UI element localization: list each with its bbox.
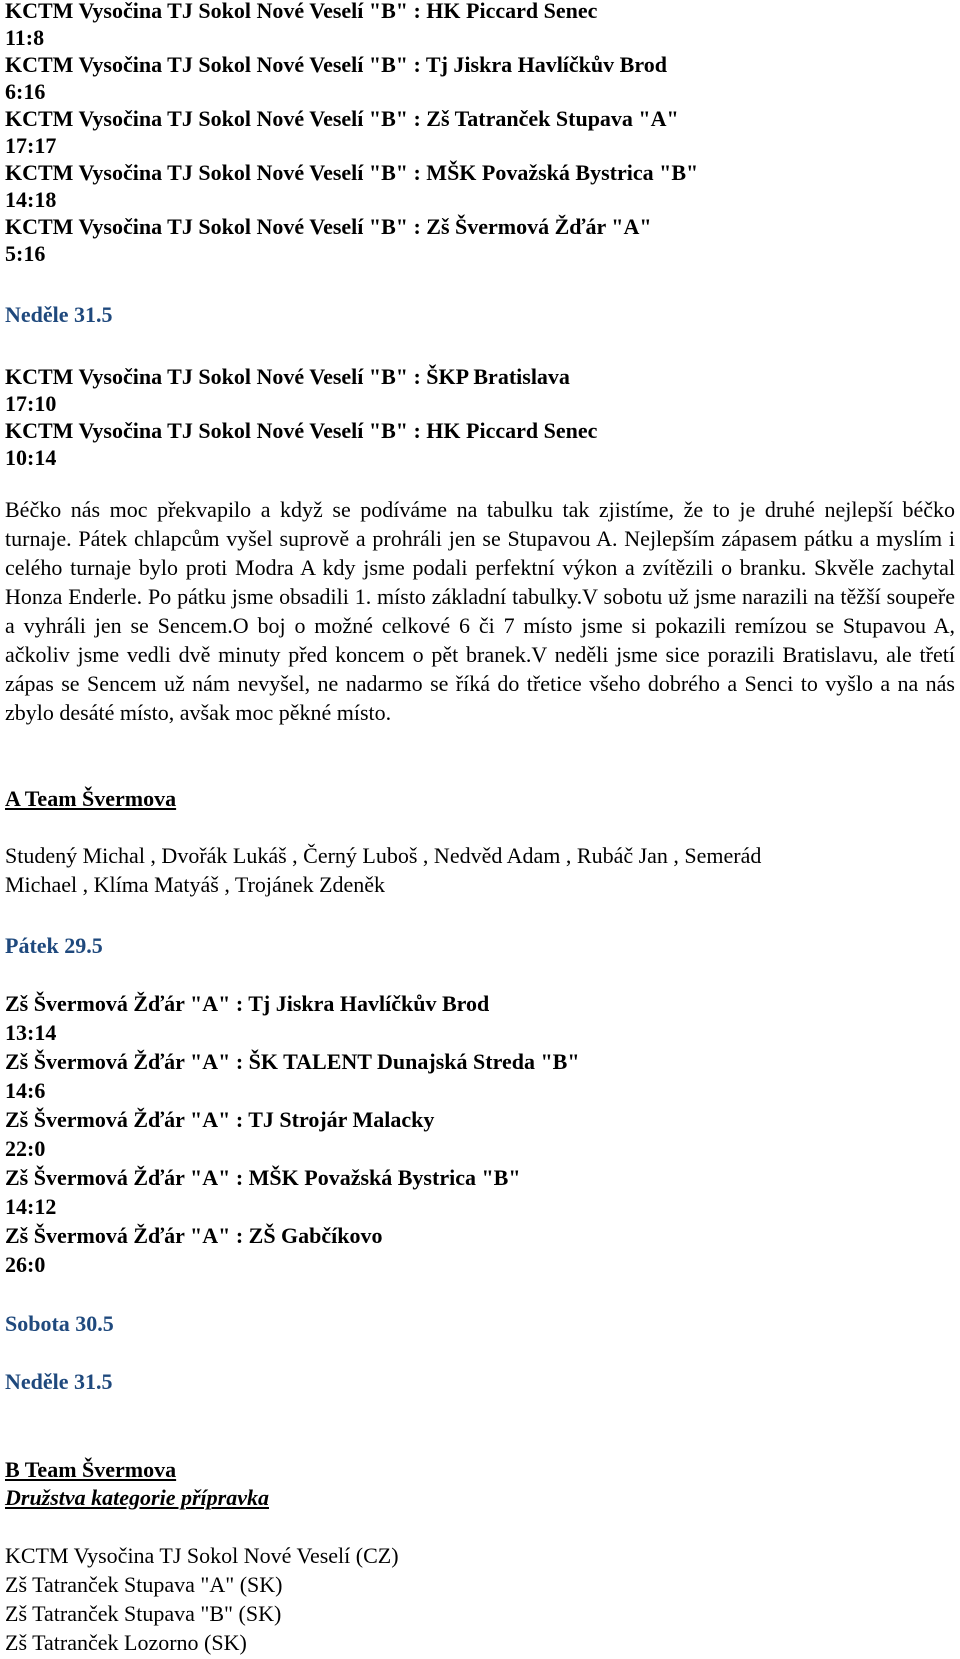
match-line: KCTM Vysočina TJ Sokol Nové Veselí "B" : MŠK Považská Bystrica "B"	[5, 160, 699, 185]
team-heading: A Team Švermova	[5, 786, 177, 811]
score-line: 22:0	[5, 1136, 46, 1161]
team-list-item: Zš Tatranček Lozorno (SK)	[5, 1630, 247, 1655]
score-line: 14:6	[5, 1078, 46, 1103]
team-list-item: KCTM Vysočina TJ Sokol Nové Veselí (CZ)	[5, 1543, 399, 1568]
team-list-item: Zš Tatranček Stupava "A" (SK)	[5, 1572, 283, 1597]
score-line: 10:14	[5, 445, 57, 470]
match-line: Zš Švermová Žďár "A" : ZŠ Gabčíkovo	[5, 1223, 383, 1248]
match-line: Zš Švermová Žďár "A" : Tj Jiskra Havlíčkův Brod	[5, 991, 490, 1016]
day-heading: Pátek 29.5	[5, 933, 103, 958]
score-line: 17:17	[5, 133, 57, 158]
score-line: 6:16	[5, 79, 46, 104]
team-list-item: Zš Tatranček Stupava "B" (SK)	[5, 1601, 282, 1626]
day-heading: Neděle 31.5	[5, 1369, 113, 1394]
score-line: 14:12	[5, 1194, 57, 1219]
roster-line: Studený Michal , Dvořák Lukáš , Černý Luboš , Nedvěd Adam , Rubáč Jan , Semerád	[5, 843, 762, 868]
match-line: Zš Švermová Žďár "A" : ŠK TALENT Dunajská Streda "B"	[5, 1049, 580, 1074]
match-line: Zš Švermová Žďár "A" : MŠK Považská Bystrica "B"	[5, 1165, 521, 1190]
match-line: KCTM Vysočina TJ Sokol Nové Veselí "B" : ŠKP Bratislava	[5, 364, 570, 389]
score-line: 5:16	[5, 241, 46, 266]
match-line: KCTM Vysočina TJ Sokol Nové Veselí "B" : Zš Tatranček Stupava "A"	[5, 106, 679, 131]
score-line: 26:0	[5, 1252, 46, 1277]
match-line: KCTM Vysočina TJ Sokol Nové Veselí "B" : HK Piccard Senec	[5, 418, 598, 443]
match-line: Zš Švermová Žďár "A" : TJ Strojár Malacky	[5, 1107, 435, 1132]
score-line: 14:18	[5, 187, 57, 212]
match-line: KCTM Vysočina TJ Sokol Nové Veselí "B" : HK Piccard Senec	[5, 0, 598, 23]
roster-line: Michael , Klíma Matyáš , Trojánek Zdeněk	[5, 872, 386, 897]
report-paragraph: Béčko nás moc překvapilo a když se podíváme na tabulku tak zjistíme, že to je druhé nejlepší béčko turnaje. Pátek chlapcům vyšel suprově a prohráli jen se Stupavou A. Nejlepším zápasem pátku a myslím i celého turnaje bylo proti Modra A kdy jsme podali perfektní výkon a zvítězili o branku. Skvěle zachytal Honza Enderle. Po pátku jsme obsadili 1. místo základní tabulky.V sobotu už jsme narazili na těžší soupeře a vyhráli jen se Sencem.O boj o možné celkové 6 či 7 místo jsme si pokazili remízou se Stupavou A, ačkoliv jsme vedli dvě minuty před koncem o pět branek.V neděli jsme sice porazili Bratislavu, ale třetí zápas se Sencem už nám nevyšel, ne nadarmo se říká do třetice všeho dobrého a Senci to vyšlo a na nás zbylo desáté místo, avšak moc pěkné místo.	[5, 497, 955, 725]
score-line: 11:8	[5, 25, 45, 50]
score-line: 17:10	[5, 391, 57, 416]
day-heading: Neděle 31.5	[5, 302, 113, 327]
match-line: KCTM Vysočina TJ Sokol Nové Veselí "B" : Tj Jiskra Havlíčkův Brod	[5, 52, 667, 77]
score-line: 13:14	[5, 1020, 57, 1045]
category-heading: Družstva kategorie přípravka	[5, 1485, 269, 1510]
team-heading: B Team Švermova	[5, 1457, 177, 1482]
day-heading: Sobota 30.5	[5, 1311, 114, 1336]
match-line: KCTM Vysočina TJ Sokol Nové Veselí "B" : Zš Švermová Žďár "A"	[5, 214, 652, 239]
